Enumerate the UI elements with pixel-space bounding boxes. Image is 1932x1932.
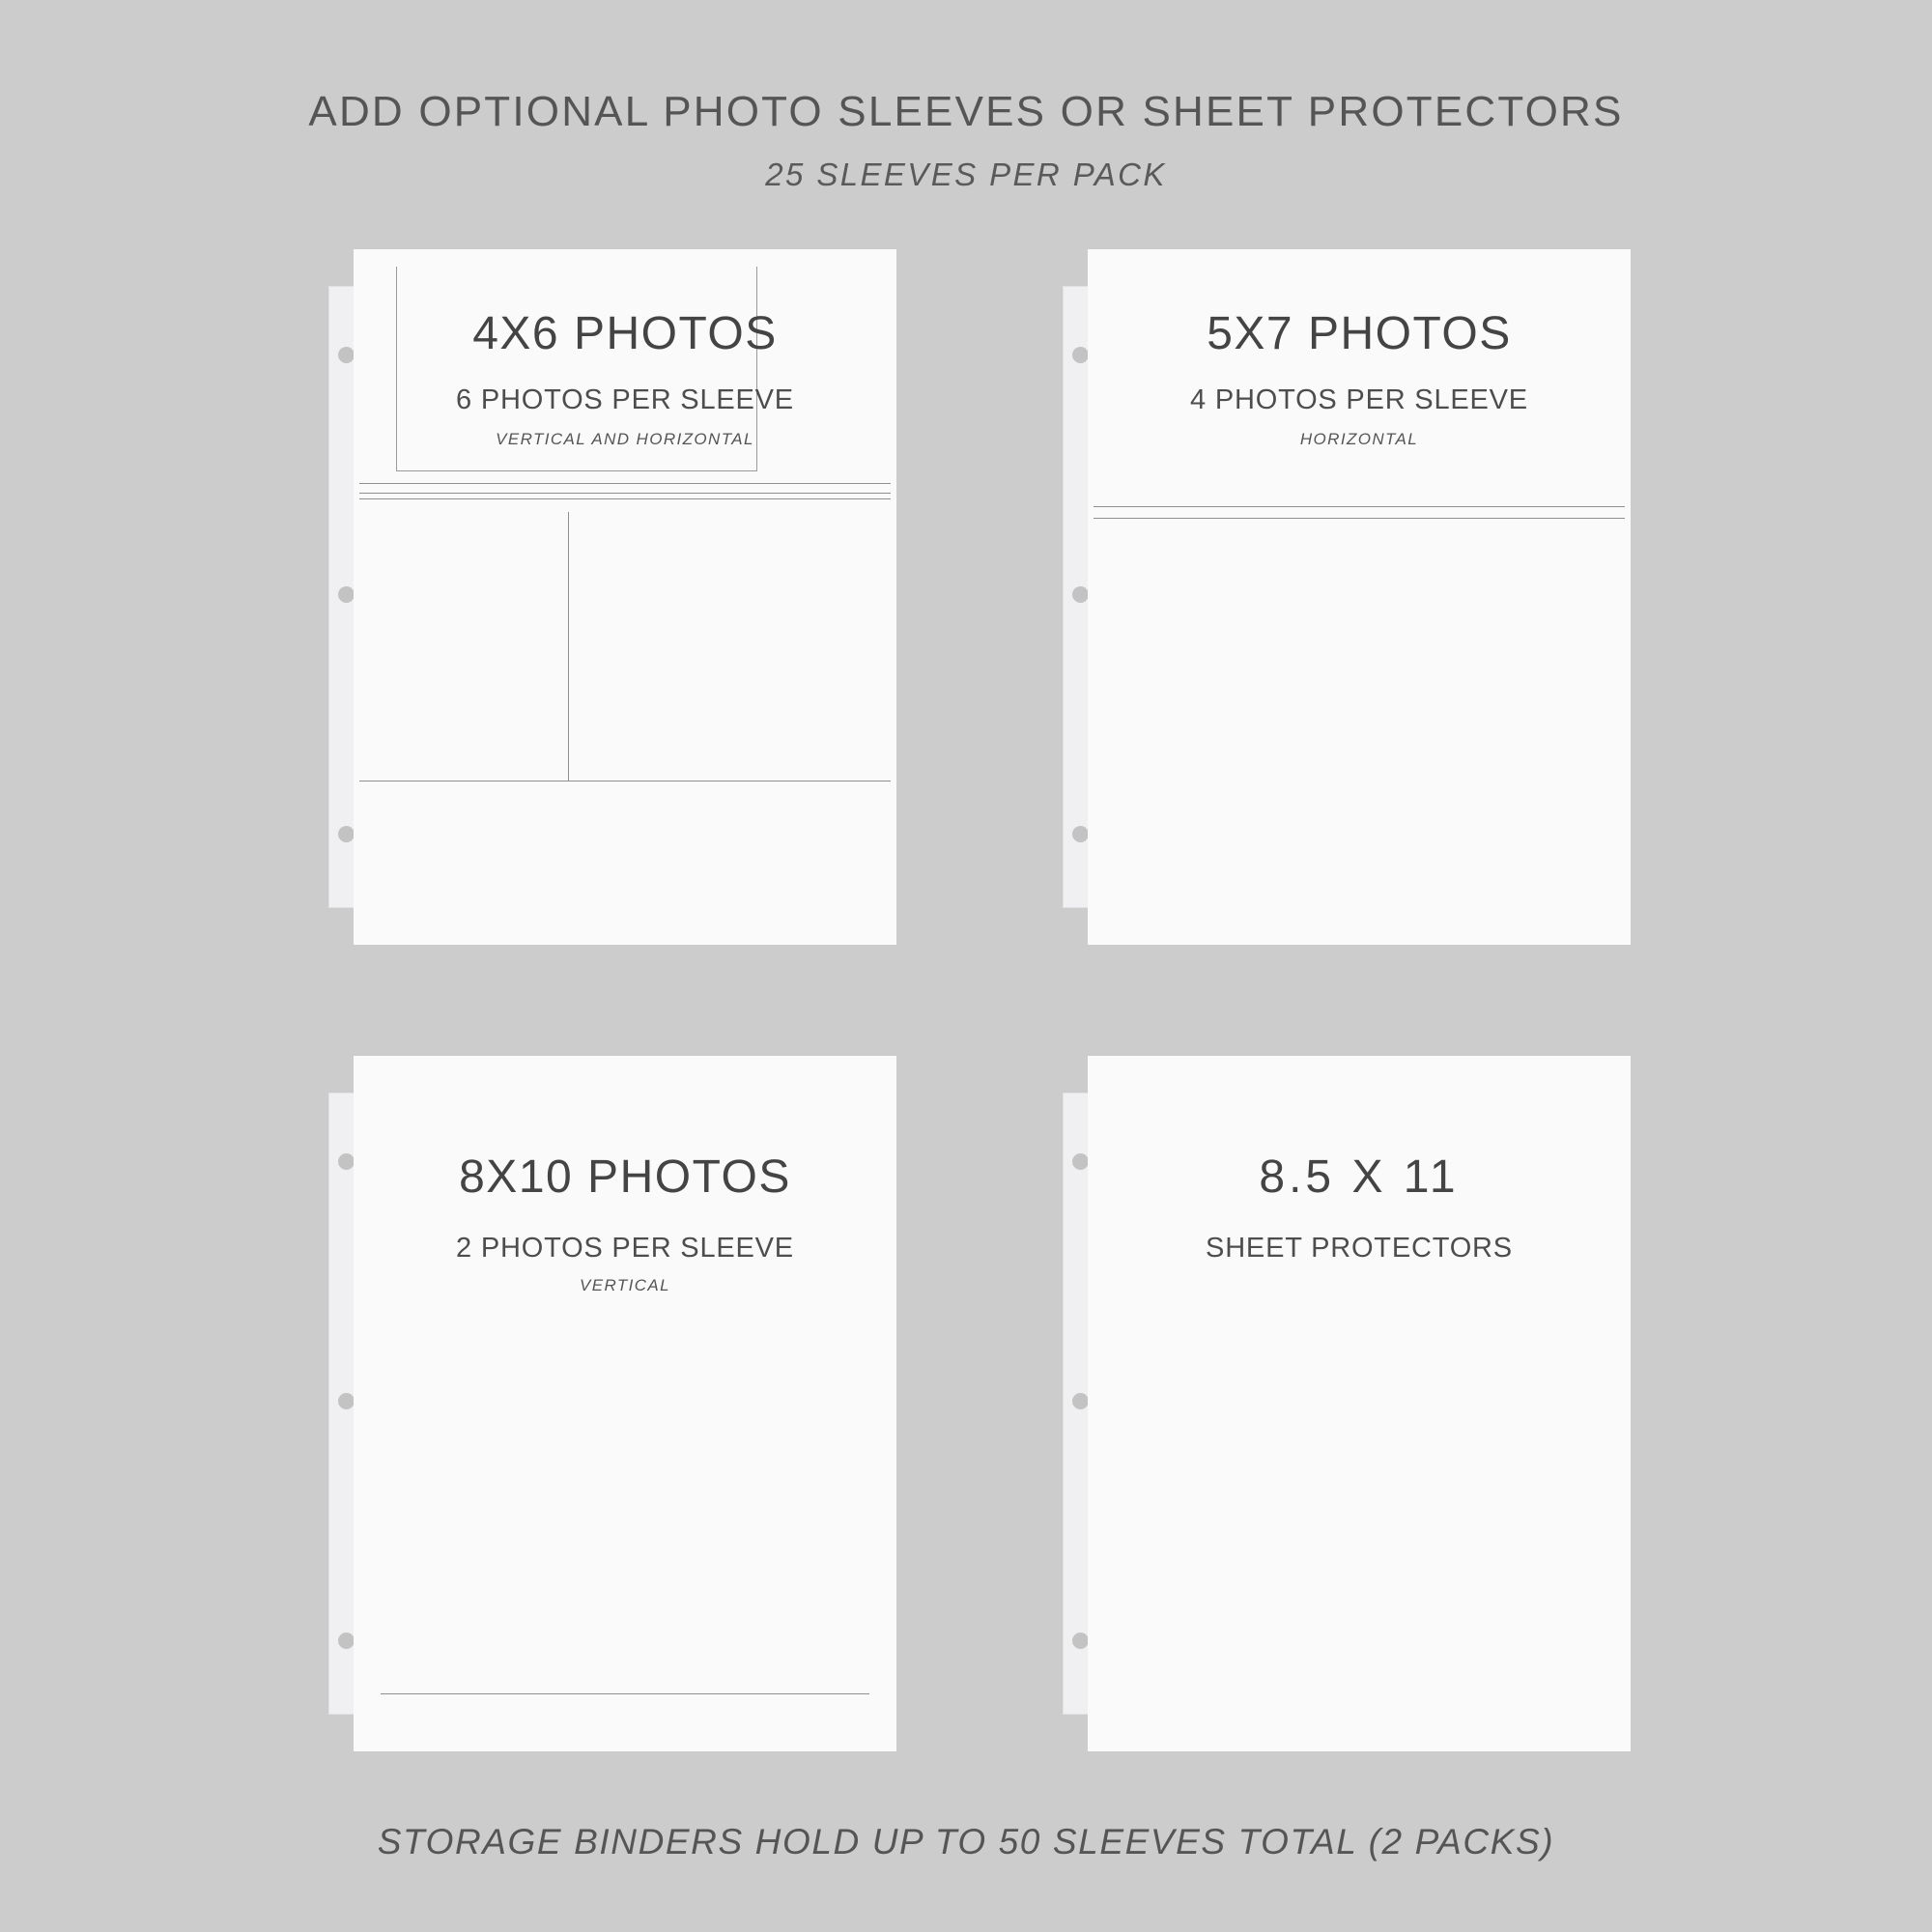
sleeve-card-8x10: [328, 1056, 927, 1751]
sleeve-sheet: [354, 249, 896, 945]
sleeve-title: 4X6 PHOTOS: [472, 308, 778, 359]
pocket-divider-line: [381, 1693, 869, 1694]
header: [0, 89, 1932, 193]
punch-hole-icon: [1072, 347, 1089, 363]
sleeve-note: VERTICAL AND HORIZONTAL: [496, 430, 754, 448]
punch-hole-icon: [1072, 1393, 1089, 1409]
pocket-divider-line: [1094, 518, 1625, 519]
sleeve-subtitle: 6 PHOTOS PER SLEEVE: [456, 384, 794, 415]
sleeve-card-5x7: [1063, 249, 1662, 945]
sleeve-note: HORIZONTAL: [1299, 430, 1419, 448]
sleeve-note: VERTICAL: [579, 1276, 671, 1294]
punch-hole-icon: [1072, 826, 1089, 842]
footer-note: STORAGE BINDERS HOLD UP TO 50 SLEEVES TOTAL (2 PACKS): [377, 1822, 1555, 1861]
pocket-divider-line-vertical: [568, 512, 569, 781]
sleeve-title: 8X10 PHOTOS: [459, 1151, 791, 1203]
punch-hole-icon: [338, 1153, 355, 1170]
punch-hole-icon: [1072, 586, 1089, 603]
page-subtitle: 25 SLEEVES PER PACK: [765, 156, 1167, 193]
sleeve-subtitle: SHEET PROTECTORS: [1206, 1233, 1513, 1264]
sleeve-subtitle: 4 PHOTOS PER SLEEVE: [1190, 384, 1528, 415]
pocket-divider-line: [359, 498, 891, 499]
sleeve-card-4x6: [328, 249, 927, 945]
punch-hole-icon: [338, 826, 355, 842]
punch-hole-icon: [338, 586, 355, 603]
page-title: ADD OPTIONAL PHOTO SLEEVES OR SHEET PROTECTORS: [308, 88, 1624, 135]
punch-hole-icon: [338, 1633, 355, 1649]
sleeve-sheet: [1088, 249, 1631, 945]
punch-hole-icon: [1072, 1633, 1089, 1649]
punch-hole-icon: [338, 1393, 355, 1409]
pocket-divider-line: [359, 483, 891, 484]
sleeve-subtitle: 2 PHOTOS PER SLEEVE: [456, 1233, 794, 1264]
pocket-divider-line: [359, 493, 891, 494]
sleeve-card-sheet-protector: [1063, 1056, 1662, 1751]
sleeve-title: 8.5 X 11: [1259, 1151, 1460, 1203]
punch-hole-icon: [338, 347, 355, 363]
punch-hole-icon: [1072, 1153, 1089, 1170]
sleeve-sheet: [1088, 1056, 1631, 1751]
sleeve-sheet: [354, 1056, 896, 1751]
sleeve-title: 5X7 PHOTOS: [1207, 308, 1512, 359]
pocket-divider-line: [1094, 506, 1625, 507]
